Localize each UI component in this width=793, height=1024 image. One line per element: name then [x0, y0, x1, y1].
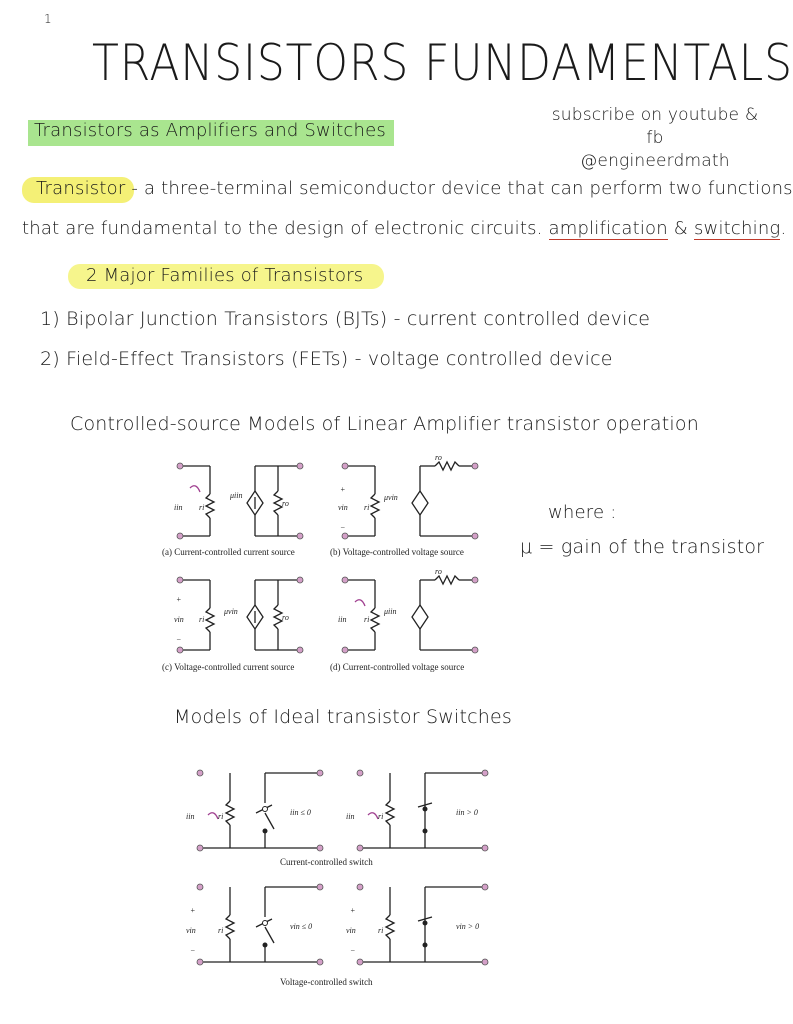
sw-vc-open-cond: vin ≤ 0: [290, 922, 313, 931]
sw-cc-closed-cond: iin > 0: [456, 808, 478, 817]
label-a-mu: μiin: [230, 491, 243, 500]
label-c-ro: ro: [282, 613, 289, 622]
caption-a: (a) Current-controlled current source: [162, 547, 295, 557]
label-b-minus: −: [340, 523, 346, 532]
switching-term: switching: [693, 218, 781, 239]
sw-vc-closed-vin: vin: [346, 926, 356, 935]
handle-line: @engineerdmath: [580, 151, 730, 171]
label-c-plus: +: [176, 595, 182, 604]
amp-and: &: [667, 218, 694, 239]
caption-current-switch: Current-controlled switch: [280, 857, 373, 867]
label-b-plus: +: [340, 485, 346, 494]
caption-b: (b) Voltage-controlled voltage source: [330, 547, 464, 557]
label-b-ri: ri: [364, 503, 370, 512]
controlled-source-heading: Controlled-source Models of Linear Amplifier transistor operation: [70, 413, 699, 435]
families-heading: 2 Major Families of Transistors: [86, 265, 364, 286]
switch-models-figure: [180, 765, 500, 995]
definition-line-2: [22, 218, 786, 239]
page-title: TRANSISTORS FUNDAMENTALS: [92, 34, 793, 92]
period: .: [780, 218, 787, 239]
sw-cc-open-cond: iin ≤ 0: [290, 808, 311, 817]
where-label: where :: [548, 502, 617, 523]
caption-d: (d) Current-controlled voltage source: [330, 662, 465, 672]
label-a-ro: ro: [282, 499, 289, 508]
sw-vc-closed-minus: −: [350, 946, 356, 955]
sw-cc-open-ri: ri: [218, 812, 224, 821]
family-item-2: 2) Field-Effect Transistors (FETs) - voltage controlled device: [40, 348, 613, 370]
sw-vc-open-vin: vin: [186, 926, 196, 935]
page-mark: 1: [44, 12, 52, 26]
label-d-iin: iin: [338, 615, 347, 624]
label-c-vin: vin: [174, 615, 184, 624]
circuit-d: [345, 576, 475, 650]
sw-vc-closed-plus: +: [350, 906, 356, 915]
label-d-ro: ro: [435, 567, 442, 576]
sw-cc-closed-iin: iin: [346, 812, 355, 821]
sw-vc-closed-cond: vin > 0: [456, 922, 480, 931]
family-item-1: 1) Bipolar Junction Transistors (BJTs) - current controlled device: [40, 308, 651, 330]
definition-text-1: - a three-terminal semiconductor device that can perform two functions: [125, 178, 793, 199]
definition-line-1: [36, 178, 793, 199]
sw-cc-closed-ri: ri: [378, 812, 384, 821]
caption-c: (c) Voltage-controlled current source: [162, 662, 295, 672]
caption-voltage-switch: Voltage-controlled switch: [280, 977, 373, 987]
circuit-b: [345, 462, 475, 536]
label-c-minus: −: [176, 635, 182, 644]
label-b-mu: μvin: [384, 493, 398, 502]
sw-vc-open-ri: ri: [218, 926, 224, 935]
switches-heading: Models of Ideal transistor Switches: [174, 706, 513, 728]
subscribe-line: subscribe on youtube & fb: [551, 105, 759, 148]
label-a-ri: ri: [199, 503, 205, 512]
definition-text-2: that are fundamental to the design of electronic circuits.: [22, 218, 543, 239]
mu-definition: μ = gain of the transistor: [520, 536, 765, 558]
label-c-ri: ri: [199, 615, 205, 624]
label-b-ro: ro: [435, 453, 442, 462]
label-b-vin: vin: [338, 503, 348, 512]
label-c-mu: μvin: [224, 607, 238, 616]
label-a-iin: iin: [174, 503, 183, 512]
amplification-term: amplification: [548, 218, 668, 239]
amplifier-models-figure: [160, 452, 490, 677]
sw-vc-closed-ri: ri: [378, 926, 384, 935]
label-d-ri: ri: [364, 615, 370, 624]
sw-vc-open-minus: −: [190, 946, 196, 955]
subscribe-note: [545, 104, 765, 173]
label-d-mu: μiin: [384, 607, 397, 616]
section-heading: Transistors as Amplifiers and Switches: [34, 120, 386, 141]
sw-vc-open-plus: +: [190, 906, 196, 915]
sw-cc-open-iin: iin: [186, 812, 195, 821]
definition-term: Transistor: [36, 178, 126, 199]
